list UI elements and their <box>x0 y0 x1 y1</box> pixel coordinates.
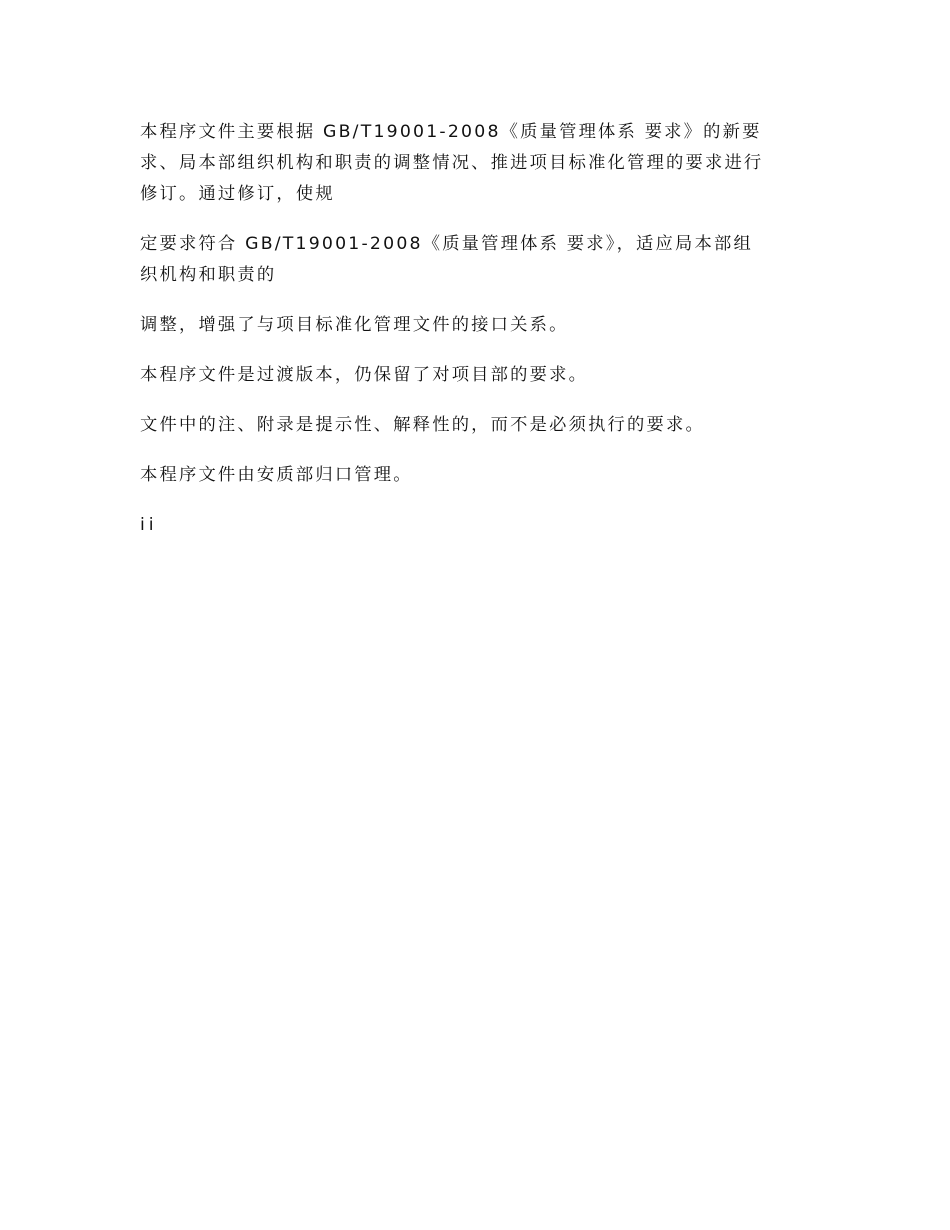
text-line: 文件中的注、附录是提示性、解释性的，而不是必须执行的要求。 <box>140 415 705 435</box>
text-line: 本程序文件是过渡版本，仍保留了对项目部的要求。 <box>140 365 589 385</box>
document-body <box>140 117 820 560</box>
page-number: ii <box>140 515 158 535</box>
paragraph-compliance <box>140 229 820 291</box>
paragraph-interface <box>140 310 820 341</box>
text-line: 本程序文件主要根据 GB/T19001-2008《质量管理体系 要求》的新要 <box>140 122 762 142</box>
paragraph-revision-basis <box>140 117 820 210</box>
text-line: 定要求符合 GB/T19001-2008《质量管理体系 要求》，适应局本部组 <box>140 234 753 254</box>
paragraph-transition-version <box>140 360 820 391</box>
paragraph-notes-appendix <box>140 410 820 441</box>
text-line: 本程序文件由安质部归口管理。 <box>140 465 413 485</box>
text-line: 调整，增强了与项目标准化管理文件的接口关系。 <box>140 315 569 335</box>
text-line: 修订。通过修订，使规 <box>140 184 335 204</box>
text-line: 织机构和职责的 <box>140 265 277 285</box>
text-line: 求、局本部组织机构和职责的调整情况、推进项目标准化管理的要求进行 <box>140 153 764 173</box>
paragraph-management <box>140 460 820 491</box>
